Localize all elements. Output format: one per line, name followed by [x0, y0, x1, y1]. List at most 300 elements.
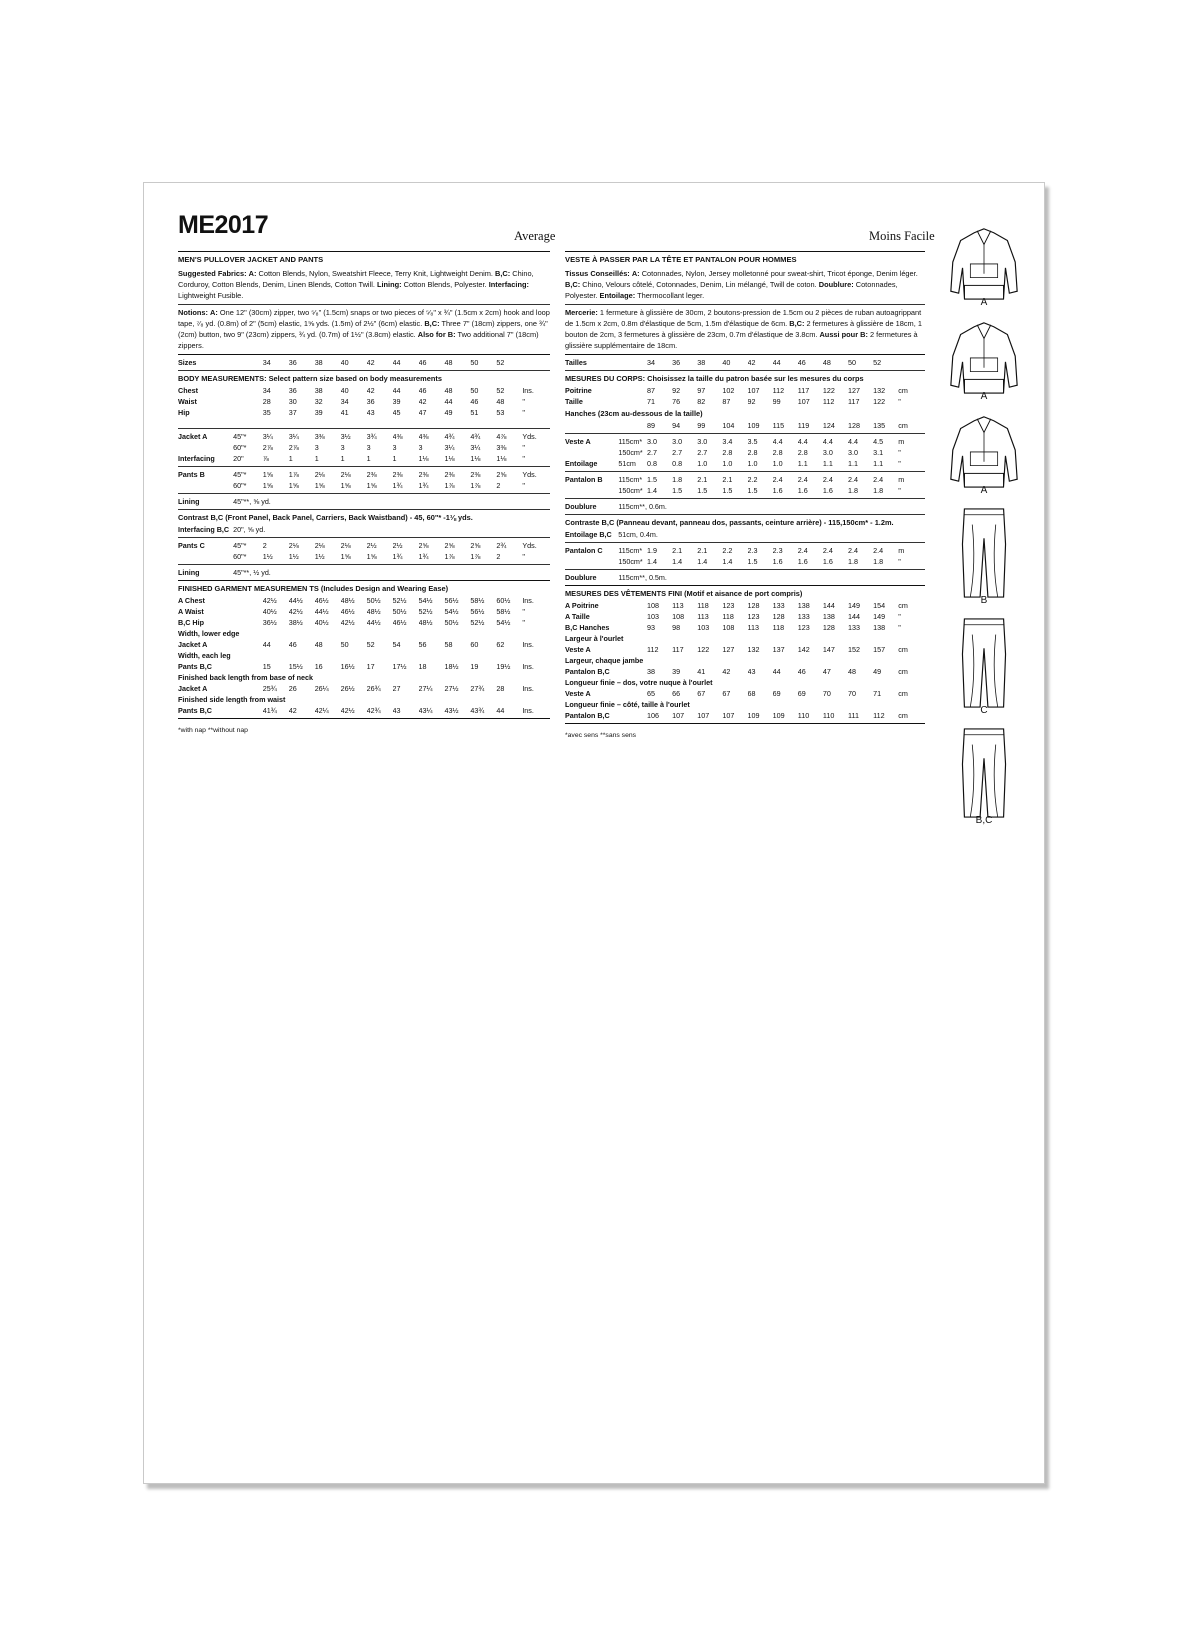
- cell-value: 36: [288, 358, 297, 367]
- cell-value: 117: [672, 645, 684, 654]
- pants-c-yardage-table: [565, 545, 925, 567]
- cell-unit: ": [522, 618, 525, 627]
- cell-value: 2.8: [797, 448, 808, 457]
- row-label: Taille: [565, 397, 583, 406]
- cell-value: 40½: [314, 618, 329, 627]
- cell-value: 38: [647, 667, 656, 676]
- cell-value: 47: [418, 408, 427, 417]
- cell-value: 1⅝: [262, 481, 273, 490]
- cell-value: 3: [366, 443, 371, 452]
- cell-value: 50½: [392, 607, 407, 616]
- cell-unit: ": [898, 486, 901, 495]
- cell-value: 2⅛: [340, 470, 351, 479]
- cell-unit: Ins.: [522, 684, 534, 693]
- cell-value: 2⅝: [496, 470, 507, 479]
- row-label: Lining: [178, 497, 200, 506]
- cell-value: 108: [722, 623, 735, 632]
- divider: [178, 304, 550, 305]
- cell-value: 67: [722, 689, 731, 698]
- row-sublabel: 115cm**, 0.6m.: [618, 502, 667, 511]
- cell-unit: m: [898, 437, 905, 446]
- cell-value: 43: [366, 408, 375, 417]
- divider: [178, 493, 550, 494]
- cell-value: 2.7: [672, 448, 683, 457]
- cell-value: 113: [672, 601, 684, 610]
- row-label: Sizes: [178, 358, 197, 367]
- row-label: [178, 551, 233, 562]
- table-row: [565, 396, 925, 407]
- cell-value: 2⅛: [314, 470, 325, 479]
- cell-value: 48: [848, 667, 857, 676]
- row-sublabel: 51cm, 0.4m.: [618, 530, 658, 539]
- table-row: [565, 666, 925, 677]
- row-label: Jacket A: [178, 640, 208, 649]
- table-row: [565, 655, 925, 666]
- sketch-jacket-front: [944, 223, 1024, 317]
- jacket-front-illustration: [944, 223, 1024, 301]
- cell-unit: Ins.: [522, 640, 534, 649]
- cell-value: 49: [873, 667, 882, 676]
- cell-value: 39: [392, 397, 401, 406]
- cell-value: 48½: [366, 607, 381, 616]
- cell-value: 113: [697, 612, 709, 621]
- cell-value: 157: [873, 645, 886, 654]
- cell-value: 1.5: [697, 486, 708, 495]
- cell-value: 118: [772, 623, 785, 632]
- cell-value: 41: [340, 408, 349, 417]
- cell-value: 76: [672, 397, 681, 406]
- row-label: Veste A: [565, 437, 591, 446]
- cell-value: 36½: [262, 618, 277, 627]
- cell-value: 49: [444, 408, 453, 417]
- sizes-row: [178, 357, 550, 368]
- cell-value: 110: [797, 711, 810, 720]
- finished-measurements-table: [565, 600, 925, 721]
- cell-value: 149: [873, 612, 886, 621]
- cell-unit: ": [522, 481, 525, 490]
- cell-value: 2⅝: [444, 541, 455, 550]
- cell-value: 38½: [288, 618, 303, 627]
- cell-value: 1.6: [822, 486, 833, 495]
- cell-value: 43¼: [418, 706, 433, 715]
- divider: [565, 514, 925, 515]
- cell-value: 2.1: [697, 546, 708, 555]
- cell-value: 42½: [288, 607, 303, 616]
- row-label: Pants B,C: [178, 706, 212, 715]
- cell-value: 3: [314, 443, 319, 452]
- cell-value: 39: [672, 667, 681, 676]
- row-sublabel: [233, 385, 263, 396]
- cell-value: 112: [647, 645, 659, 654]
- sketch-label: A: [980, 485, 988, 496]
- cell-value: 3.1: [873, 448, 884, 457]
- cell-value: 42: [366, 386, 375, 395]
- cell-value: 2.4: [772, 475, 783, 484]
- table-row: [178, 540, 550, 551]
- cell-value: 38: [314, 386, 323, 395]
- cell-value: 113: [747, 623, 759, 632]
- cell-value: 133: [772, 601, 785, 610]
- row-label: A Poitrine: [565, 601, 599, 610]
- cell-value: 42: [747, 358, 756, 367]
- cell-value: 41¾: [262, 706, 277, 715]
- cell-value: 56: [418, 640, 427, 649]
- table-row: [565, 556, 925, 567]
- cell-value: 122: [822, 386, 835, 395]
- cell-value: 2.4: [822, 475, 833, 484]
- pants-bc-back-illustration: [944, 725, 1024, 819]
- divider: [178, 509, 550, 510]
- cell-value: 48: [314, 640, 323, 649]
- suggested-fabrics: Suggested Fabrics: A: Cotton Blends, Nylon, Sweatshirt Fleece, Terry Knit, Lightweight Denim. B,C: Chino, Corduroy, Cotton Blends, Denim, Linen Blends, Cotton Twill. Lining: Cotton Blends, Polyester. Interfacing: Lightweight Fusible.: [178, 269, 534, 300]
- cell-value: 56½: [470, 607, 485, 616]
- divider: [178, 537, 550, 538]
- cell-unit: cm: [898, 386, 908, 395]
- cell-value: 1.0: [772, 459, 783, 468]
- table-row: [565, 611, 925, 622]
- row-sublabel: 45"**, ⅝ yd.: [233, 497, 271, 506]
- cell-value: 3¼: [470, 443, 481, 452]
- row-sublabel: 20", ⅝ yd.: [233, 525, 266, 534]
- pattern-envelope-back: [143, 182, 1045, 1484]
- divider: [178, 564, 550, 565]
- cell-value: 26¾: [366, 684, 381, 693]
- cell-value: 1⅝: [340, 481, 351, 490]
- cell-value: 1.4: [647, 557, 658, 566]
- table-row: [178, 407, 550, 418]
- table-row: [178, 469, 550, 480]
- cell-value: 104: [722, 421, 735, 430]
- table-row: [178, 595, 550, 606]
- cell-value: 40½: [262, 607, 277, 616]
- cell-unit: ": [522, 607, 525, 616]
- jacket-yardage-table: [565, 436, 925, 469]
- cell-value: 1.8: [873, 486, 884, 495]
- cell-value: ⅞: [262, 454, 269, 463]
- cell-value: 38: [697, 358, 706, 367]
- cell-value: 2.4: [848, 546, 859, 555]
- cell-value: 0.8: [672, 459, 683, 468]
- table-row: [178, 661, 550, 672]
- cell-value: 3⅜: [314, 432, 325, 441]
- table-row: [178, 453, 550, 464]
- cell-value: 2.7: [647, 448, 658, 457]
- cell-value: 4¾: [470, 432, 481, 441]
- cell-unit: Ins.: [522, 706, 534, 715]
- row-label: [565, 485, 618, 496]
- pants-b-yardage-table: [178, 469, 550, 491]
- cell-value: 3: [340, 443, 345, 452]
- cell-value: 2⅝: [470, 541, 481, 550]
- cell-value: 144: [848, 612, 861, 621]
- row-sublabel: 20": [233, 454, 244, 463]
- cell-unit: ": [898, 459, 901, 468]
- row-label: Entoilage: [565, 459, 598, 468]
- cell-value: 128: [822, 623, 835, 632]
- row-sublabel: 150cm*: [618, 448, 643, 457]
- row-sublabel: 60"*: [233, 443, 247, 452]
- cell-unit: [898, 357, 925, 368]
- cell-value: 44: [772, 358, 781, 367]
- cell-value: 117: [797, 386, 810, 395]
- cell-unit: Yds.: [522, 432, 537, 441]
- cell-value: 118: [697, 601, 709, 610]
- cell-value: 42: [722, 667, 731, 676]
- cell-value: 48: [444, 386, 453, 395]
- cell-value: 46½: [392, 618, 407, 627]
- cell-value: 17: [366, 662, 375, 671]
- cell-value: 1⅛: [470, 454, 481, 463]
- row-sublabel: [618, 385, 647, 396]
- cell-value: 109: [772, 711, 785, 720]
- cell-value: 3.4: [722, 437, 733, 446]
- cell-value: 1½: [314, 552, 325, 561]
- pants-b-illustration: [944, 505, 1024, 599]
- cell-value: 16: [314, 662, 323, 671]
- cell-value: 3¾: [366, 432, 377, 441]
- cell-value: 44: [772, 667, 781, 676]
- cell-value: 1: [288, 454, 293, 463]
- row-label: Pantalon B,C: [565, 667, 610, 676]
- cell-value: 2.8: [747, 448, 758, 457]
- cell-value: 119: [797, 421, 810, 430]
- row-sublabel: 150cm*: [618, 486, 643, 495]
- row-label: Pantalon B,C: [565, 711, 610, 720]
- cell-value: 4⅜: [392, 432, 403, 441]
- cell-value: 3: [418, 443, 423, 452]
- cell-value: 1⅞: [444, 481, 455, 490]
- cell-value: 109: [747, 421, 760, 430]
- cell-value: 27½: [444, 684, 459, 693]
- row-sublabel: 45"*: [233, 541, 247, 550]
- row-label: Pants B,C: [178, 662, 212, 671]
- cell-value: 37: [288, 408, 297, 417]
- cell-value: 1.0: [697, 459, 708, 468]
- cell-value: 27¼: [418, 684, 433, 693]
- row-sublabel: [233, 357, 263, 368]
- row-heading: Finished side length from waist: [178, 695, 286, 704]
- cell-value: 2¾: [496, 541, 507, 550]
- cell-value: 2.8: [772, 448, 783, 457]
- cell-value: 99: [697, 421, 706, 430]
- sketch-label: B,C: [975, 815, 993, 826]
- row-label: Jacket A: [178, 684, 208, 693]
- cell-value: 1.1: [822, 459, 833, 468]
- cell-value: 70: [848, 689, 857, 698]
- cell-value: 4.4: [822, 437, 833, 446]
- interfacing-bc-row: [565, 529, 925, 540]
- cell-value: 124: [822, 421, 835, 430]
- cell-value: 40: [340, 386, 349, 395]
- cell-value: 2⅛: [314, 541, 325, 550]
- cell-value: 52: [873, 358, 882, 367]
- cell-value: 1⅞: [444, 552, 455, 561]
- footnote: *avec sens **sans sens: [565, 732, 637, 739]
- cell-value: 48: [444, 358, 453, 367]
- table-row: [178, 672, 550, 683]
- cell-value: 2: [262, 541, 267, 550]
- lining-row: [178, 496, 550, 507]
- row-sublabel: [233, 396, 263, 407]
- cell-unit: Ins.: [522, 386, 534, 395]
- row-label: B,C Hanches: [565, 623, 610, 632]
- cell-unit: Ins.: [522, 662, 534, 671]
- cell-value: 1⅞: [470, 481, 481, 490]
- cell-value: 92: [747, 397, 756, 406]
- row-label: Jacket A: [178, 432, 208, 441]
- cell-value: 1⅝: [262, 470, 273, 479]
- row-label: Pantalon B: [565, 475, 603, 484]
- cell-unit: [522, 357, 550, 368]
- table-row: [565, 633, 925, 644]
- cell-value: 3¼: [262, 432, 273, 441]
- cell-value: 47: [822, 667, 831, 676]
- table-row: [178, 357, 550, 368]
- cell-value: 46½: [340, 607, 355, 616]
- cell-value: 122: [873, 397, 886, 406]
- cell-value: 2⅜: [366, 470, 377, 479]
- cell-value: 54½: [444, 607, 459, 616]
- cell-value: 2: [496, 481, 501, 490]
- row-label: Poitrine: [565, 386, 592, 395]
- cell-value: 68: [747, 689, 756, 698]
- cell-value: 1.6: [822, 557, 833, 566]
- cell-value: 1.6: [797, 557, 808, 566]
- cell-value: 135: [873, 421, 886, 430]
- cell-value: 27: [392, 684, 401, 693]
- table-row: [565, 385, 925, 396]
- row-label: [565, 447, 618, 458]
- cell-value: 2⅜: [470, 470, 481, 479]
- skill-level-en: Average: [514, 229, 556, 243]
- cell-value: 2.2: [722, 546, 733, 555]
- cell-value: 44½: [314, 607, 329, 616]
- cell-value: 2.3: [772, 546, 783, 555]
- cell-value: 128: [747, 601, 760, 610]
- cell-value: 2⅛: [288, 541, 299, 550]
- cell-value: 106: [647, 711, 660, 720]
- sketch-jacket-back: [944, 317, 1024, 411]
- cell-value: 36: [672, 358, 681, 367]
- cell-value: 109: [747, 711, 760, 720]
- table-row: [565, 447, 925, 458]
- cell-unit: cm: [898, 667, 908, 676]
- cell-value: 123: [722, 601, 735, 610]
- row-label: Interfacing B,C: [178, 525, 230, 534]
- table-row: [178, 628, 550, 639]
- cell-value: 1.4: [647, 486, 658, 495]
- cell-value: 46: [797, 358, 806, 367]
- cell-value: 128: [772, 612, 785, 621]
- cell-value: 17½: [392, 662, 407, 671]
- cell-value: 46½: [314, 596, 329, 605]
- cell-unit: ": [898, 623, 901, 632]
- cell-value: 2⅜: [418, 470, 429, 479]
- cell-value: 2.4: [797, 475, 808, 484]
- cell-value: 2.1: [672, 546, 683, 555]
- row-sublabel: 45"**, ½ yd.: [233, 568, 271, 577]
- cell-unit: Ins.: [522, 596, 534, 605]
- cell-value: 46: [288, 640, 297, 649]
- table-row: [565, 622, 925, 633]
- cell-value: 42½: [340, 706, 355, 715]
- cell-value: 3.0: [848, 448, 859, 457]
- cell-value: 4.4: [797, 437, 808, 446]
- table-row: [178, 396, 550, 407]
- cell-value: 89: [647, 421, 656, 430]
- cell-value: 152: [848, 645, 861, 654]
- row-label: B,C Hip: [178, 618, 204, 627]
- divider: [178, 428, 550, 429]
- cell-value: 4⅜: [418, 432, 429, 441]
- row-heading: Width, lower edge: [178, 629, 240, 638]
- divider: [565, 471, 925, 472]
- cell-value: 144: [822, 601, 835, 610]
- interfacing-bc-row: [178, 524, 550, 535]
- table-row: [178, 617, 550, 628]
- body-measurements-table: [178, 385, 550, 418]
- row-sublabel: 51cm: [618, 459, 636, 468]
- row-sublabel: 115cm*: [618, 475, 643, 484]
- cell-value: 39: [314, 408, 323, 417]
- cell-value: 2⅞: [262, 443, 273, 452]
- cell-value: 92: [672, 386, 681, 395]
- cell-value: 2.4: [822, 546, 833, 555]
- table-row: [178, 606, 550, 617]
- cell-unit: cm: [898, 645, 908, 654]
- contrast-note: Contrast B,C (Front Panel, Back Panel, Carriers, Back Waistband) - 45, 60"* -1⅛ yds.: [178, 513, 473, 522]
- table-row: [178, 442, 550, 453]
- cell-unit: ": [522, 397, 525, 406]
- cell-value: 52: [366, 640, 375, 649]
- cell-value: 46: [797, 667, 806, 676]
- divider: [178, 718, 550, 719]
- cell-value: 50: [848, 358, 857, 367]
- table-row: [565, 710, 925, 721]
- row-sublabel: 60"*: [233, 481, 247, 490]
- cell-unit: Yds.: [522, 541, 537, 550]
- cell-value: 1⅝: [288, 481, 299, 490]
- hip-heading: Hanches (23cm au-dessous de la taille): [565, 409, 703, 418]
- cell-value: 127: [722, 645, 735, 654]
- cell-value: 138: [822, 612, 835, 621]
- cell-value: 50½: [366, 596, 381, 605]
- cell-value: 118: [722, 612, 734, 621]
- cell-value: 111: [848, 711, 859, 720]
- row-label: Entoilage B,C: [565, 530, 612, 539]
- cell-value: 138: [797, 601, 810, 610]
- cell-value: 112: [822, 397, 835, 406]
- table-row: [565, 458, 925, 469]
- divider: [565, 723, 925, 724]
- sketch-label: B: [980, 595, 988, 606]
- cell-unit: cm: [898, 601, 908, 610]
- cell-unit: cm: [898, 421, 908, 430]
- footnote: *with nap **without nap: [178, 727, 248, 734]
- cell-value: 52½: [470, 618, 485, 627]
- divider: [565, 304, 925, 305]
- cell-value: 42: [418, 397, 427, 406]
- cell-value: 71: [873, 689, 882, 698]
- cell-value: 1.8: [848, 557, 859, 566]
- row-sublabel: [618, 357, 647, 368]
- cell-value: 2⅝: [418, 541, 429, 550]
- cell-value: 1⅝: [366, 552, 377, 561]
- cell-unit: ": [522, 443, 525, 452]
- cell-value: 42¼: [314, 706, 329, 715]
- cell-value: 46: [418, 386, 427, 395]
- cell-value: 4¾: [444, 432, 455, 441]
